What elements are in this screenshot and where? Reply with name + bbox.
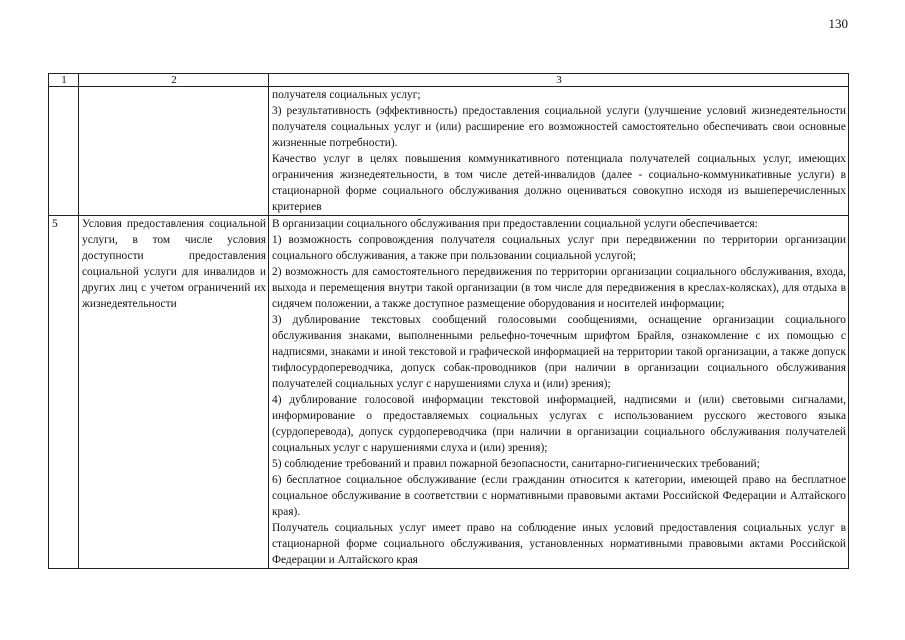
- description-paragraph: В организации социального обслуживания при предоставлении социальной услуги обеспечивается:: [272, 218, 758, 230]
- description-paragraph: получателя социальных услуг;: [272, 89, 421, 101]
- column-header-1: 1: [49, 74, 79, 87]
- table-row-continued: [49, 87, 849, 216]
- description-paragraph: 4) дублирование голосовой информации текстовой информацией, надписями и (или) световыми сигналами, информирование о предоставляемых социальных услугах с использованием русского жестового языка (сурдоперевода), допуск сурдопереводчика (при наличии в организации социального обслуживания получателей социальных услуг с нарушениями слуха и (или) зрения);: [272, 394, 846, 454]
- row-number-cell: 5: [49, 216, 79, 569]
- column-header-3: 3: [269, 74, 849, 87]
- description-paragraph: Получатель социальных услуг имеет право на соблюдение иных условий предоставления социальных услуг в стационарной форме социального обслуживания, установленных нормативными правовыми актами Российской Федерации и Алтайского края: [272, 522, 846, 566]
- description-cell: [269, 216, 849, 569]
- table-row-5: [49, 216, 849, 569]
- description-paragraph: Качество услуг в целях повышения коммуникативного потенциала получателей социальных услуг, имеющих ограничения жизнедеятельности, в том числе детей-инвалидов (далее - социально-коммуникативные услуги) в стационарной форме социального обслуживания должно оцениваться совокупно исходя из вышеперечисленных критериев: [272, 153, 846, 213]
- description-paragraph: 1) возможность сопровождения получателя социальных услуг при передвижении по территории организации социального обслуживания, а также при пользовании социальной услугой;: [272, 234, 846, 262]
- table-header-row: [49, 74, 849, 87]
- condition-cell: [79, 87, 269, 216]
- description-cell: [269, 87, 849, 216]
- column-header-2: 2: [79, 74, 269, 87]
- description-paragraph: 5) соблюдение требований и правил пожарной безопасности, санитарно-гигиенических требований;: [272, 458, 760, 470]
- condition-cell: Условия предоставления социальной услуги, в том числе условия доступности предоставления социальной услуги для инвалидов и других лиц с учетом ограничений их жизнедеятельности: [79, 216, 269, 569]
- services-table: [48, 73, 849, 569]
- page-number: 130: [828, 16, 848, 31]
- description-paragraph: 3) результативность (эффективность) предоставления социальной услуги (улучшение условий жизнедеятельности получателя социальных услуг и (или) расширение его возможностей самостоятельно обеспечивать свои основные жизненные потребности).: [272, 105, 846, 149]
- description-paragraph: 6) бесплатное социальное обслуживание (если гражданин относится к категории, имеющей право на бесплатное социальное обслуживание в соответствии с нормативными правовыми актами Российской Федерации и Алтайского края).: [272, 474, 846, 518]
- description-paragraph: 2) возможность для самостоятельного передвижения по территории организации социального обслуживания, входа, выхода и перемещения внутри такой организации (в том числе для передвижения в креслах-колясках), для отдыха в сидячем положении, а также доступное размещение оборудования и носителей информации;: [272, 266, 846, 310]
- row-number-cell: [49, 87, 79, 216]
- description-paragraph: 3) дублирование текстовых сообщений голосовыми сообщениями, оснащение организации социального обслуживания знаками, выполненными рельефно-точечным шрифтом Брайля, ознакомление с их помощью с надписями, знаками и иной текстовой и графической информацией на территории такой организации, а также допуск тифлосурдопереводчика, допуск собак-проводников (при наличии в организации социального обслуживания получателей социальных услуг с нарушениями слуха и (или) зрения);: [272, 314, 846, 390]
